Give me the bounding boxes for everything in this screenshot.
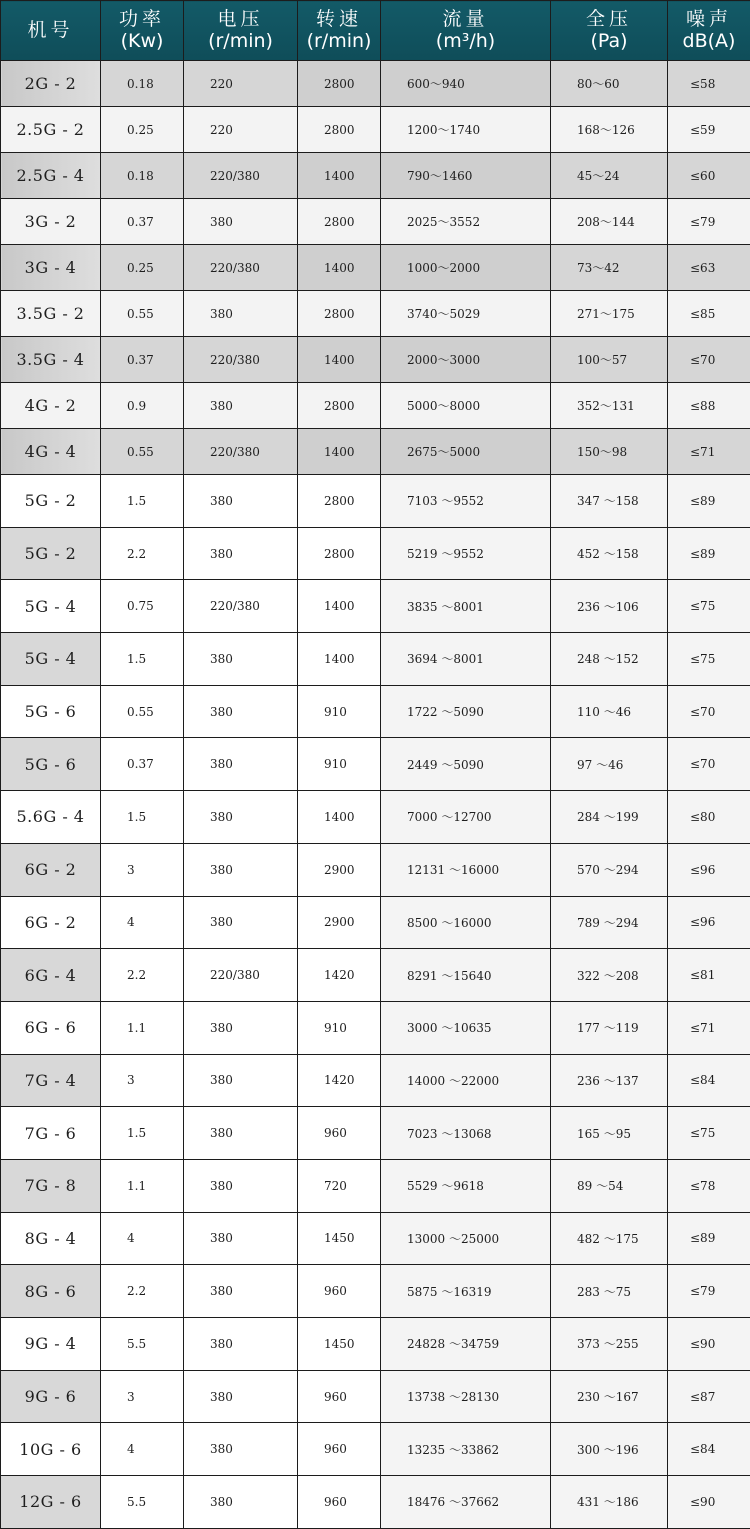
table-row xyxy=(1,1159,750,1212)
cell-model: 5G - 2 xyxy=(1,475,101,528)
cell-noise: ≤90 xyxy=(668,1318,750,1371)
cell-power: 0.18 xyxy=(101,61,184,107)
cell-noise: ≤96 xyxy=(668,843,750,896)
cell-model: 8G - 4 xyxy=(1,1212,101,1265)
cell-model: 7G - 4 xyxy=(1,1054,101,1107)
cell-voltage: 220/380 xyxy=(184,429,298,475)
cell-noise: ≤70 xyxy=(668,337,750,383)
cell-noise: ≤58 xyxy=(668,61,750,107)
cell-noise: ≤87 xyxy=(668,1370,750,1423)
cell-speed: 1400 xyxy=(298,429,381,475)
cell-model: 6G - 6 xyxy=(1,1001,101,1054)
cell-airflow: 2675～5000 xyxy=(381,429,551,475)
cell-speed: 720 xyxy=(298,1159,381,1212)
cell-noise: ≤85 xyxy=(668,291,750,337)
cell-speed: 2800 xyxy=(298,107,381,153)
cell-airflow: 5219 ～9552 xyxy=(381,527,551,580)
cell-speed: 960 xyxy=(298,1476,381,1529)
cell-speed: 1400 xyxy=(298,245,381,291)
table-row xyxy=(1,1212,750,1265)
cell-power: 5.5 xyxy=(101,1476,184,1529)
cell-voltage: 220/380 xyxy=(184,580,298,633)
cell-pressure: 570 ～294 xyxy=(551,843,668,896)
cell-speed: 2800 xyxy=(298,199,381,245)
cell-power: 1.5 xyxy=(101,475,184,528)
cell-airflow: 14000 ～22000 xyxy=(381,1054,551,1107)
cell-voltage: 380 xyxy=(184,685,298,738)
cell-noise: ≤75 xyxy=(668,1107,750,1160)
cell-power: 0.75 xyxy=(101,580,184,633)
cell-airflow: 600～940 xyxy=(381,61,551,107)
cell-airflow: 1000～2000 xyxy=(381,245,551,291)
cell-model: 9G - 6 xyxy=(1,1370,101,1423)
cell-model: 8G - 6 xyxy=(1,1265,101,1318)
cell-voltage: 220 xyxy=(184,61,298,107)
table-row xyxy=(1,475,750,528)
cell-model: 4G - 4 xyxy=(1,429,101,475)
cell-speed: 960 xyxy=(298,1265,381,1318)
cell-pressure: 100～57 xyxy=(551,337,668,383)
cell-pressure: 150～98 xyxy=(551,429,668,475)
cell-noise: ≤84 xyxy=(668,1054,750,1107)
cell-voltage: 380 xyxy=(184,1476,298,1529)
cell-model: 3G - 2 xyxy=(1,199,101,245)
cell-power: 4 xyxy=(101,1423,184,1476)
cell-speed: 960 xyxy=(298,1370,381,1423)
cell-voltage: 220 xyxy=(184,107,298,153)
cell-noise: ≤88 xyxy=(668,383,750,429)
cell-voltage: 380 xyxy=(184,896,298,949)
cell-voltage: 220/380 xyxy=(184,337,298,383)
cell-airflow: 7103 ～9552 xyxy=(381,475,551,528)
cell-power: 1.1 xyxy=(101,1159,184,1212)
table-row xyxy=(1,61,750,107)
header-voltage: 电压 (r/min) xyxy=(184,1,298,61)
cell-noise: ≤89 xyxy=(668,475,750,528)
cell-power: 1.1 xyxy=(101,1001,184,1054)
cell-power: 2.2 xyxy=(101,949,184,1002)
cell-noise: ≤78 xyxy=(668,1159,750,1212)
cell-airflow: 18476 ～37662 xyxy=(381,1476,551,1529)
cell-power: 3 xyxy=(101,1370,184,1423)
cell-pressure: 322 ～208 xyxy=(551,949,668,1002)
cell-power: 0.9 xyxy=(101,383,184,429)
cell-pressure: 80～60 xyxy=(551,61,668,107)
cell-model: 12G - 6 xyxy=(1,1476,101,1529)
cell-speed: 1450 xyxy=(298,1212,381,1265)
cell-airflow: 3835 ～8001 xyxy=(381,580,551,633)
cell-speed: 910 xyxy=(298,1001,381,1054)
cell-airflow: 1722 ～5090 xyxy=(381,685,551,738)
cell-noise: ≤70 xyxy=(668,738,750,791)
cell-pressure: 248 ～152 xyxy=(551,633,668,686)
cell-speed: 1420 xyxy=(298,1054,381,1107)
cell-pressure: 271～175 xyxy=(551,291,668,337)
cell-speed: 2900 xyxy=(298,896,381,949)
table-row xyxy=(1,949,750,1002)
table-row xyxy=(1,1318,750,1371)
cell-noise: ≤71 xyxy=(668,429,750,475)
cell-airflow: 2449 ～5090 xyxy=(381,738,551,791)
cell-noise: ≤75 xyxy=(668,580,750,633)
cell-voltage: 380 xyxy=(184,1107,298,1160)
header-pressure: 全压 (Pa) xyxy=(551,1,668,61)
cell-model: 5G - 4 xyxy=(1,633,101,686)
cell-airflow: 5875 ～16319 xyxy=(381,1265,551,1318)
cell-speed: 910 xyxy=(298,738,381,791)
cell-pressure: 452 ～158 xyxy=(551,527,668,580)
cell-noise: ≤96 xyxy=(668,896,750,949)
cell-pressure: 177 ～119 xyxy=(551,1001,668,1054)
cell-model: 2.5G - 4 xyxy=(1,153,101,199)
table-row xyxy=(1,1054,750,1107)
cell-pressure: 208～144 xyxy=(551,199,668,245)
table-row xyxy=(1,429,750,475)
cell-voltage: 380 xyxy=(184,1054,298,1107)
cell-power: 0.55 xyxy=(101,291,184,337)
cell-pressure: 97 ～46 xyxy=(551,738,668,791)
cell-model: 6G - 2 xyxy=(1,896,101,949)
table-row xyxy=(1,383,750,429)
cell-power: 1.5 xyxy=(101,1107,184,1160)
cell-power: 0.55 xyxy=(101,429,184,475)
table-row xyxy=(1,1001,750,1054)
table-row xyxy=(1,580,750,633)
table-row xyxy=(1,633,750,686)
cell-pressure: 236 ～106 xyxy=(551,580,668,633)
cell-noise: ≤81 xyxy=(668,949,750,1002)
cell-power: 3 xyxy=(101,1054,184,1107)
cell-model: 4G - 2 xyxy=(1,383,101,429)
cell-voltage: 220/380 xyxy=(184,949,298,1002)
cell-pressure: 431 ～186 xyxy=(551,1476,668,1529)
header-power: 功率 (Kw) xyxy=(101,1,184,61)
cell-airflow: 13235 ～33862 xyxy=(381,1423,551,1476)
cell-noise: ≤90 xyxy=(668,1476,750,1529)
cell-airflow: 7023 ～13068 xyxy=(381,1107,551,1160)
cell-speed: 2800 xyxy=(298,527,381,580)
cell-noise: ≤79 xyxy=(668,199,750,245)
cell-airflow: 3000 ～10635 xyxy=(381,1001,551,1054)
cell-model: 6G - 4 xyxy=(1,949,101,1002)
cell-speed: 1400 xyxy=(298,153,381,199)
cell-airflow: 5000～8000 xyxy=(381,383,551,429)
cell-pressure: 168～126 xyxy=(551,107,668,153)
cell-airflow: 2000～3000 xyxy=(381,337,551,383)
table-row xyxy=(1,107,750,153)
cell-noise: ≤59 xyxy=(668,107,750,153)
cell-power: 4 xyxy=(101,896,184,949)
cell-pressure: 284 ～199 xyxy=(551,791,668,844)
cell-pressure: 347 ～158 xyxy=(551,475,668,528)
cell-noise: ≤80 xyxy=(668,791,750,844)
header-noise: 噪声 dB(A) xyxy=(668,1,750,61)
table-row xyxy=(1,843,750,896)
table-row xyxy=(1,685,750,738)
cell-pressure: 789 ～294 xyxy=(551,896,668,949)
cell-pressure: 482 ～175 xyxy=(551,1212,668,1265)
cell-noise: ≤63 xyxy=(668,245,750,291)
cell-model: 5.6G - 4 xyxy=(1,791,101,844)
cell-model: 9G - 4 xyxy=(1,1318,101,1371)
table-row xyxy=(1,738,750,791)
cell-airflow: 3694 ～8001 xyxy=(381,633,551,686)
cell-model: 5G - 2 xyxy=(1,527,101,580)
cell-airflow: 13738 ～28130 xyxy=(381,1370,551,1423)
table-row xyxy=(1,245,750,291)
cell-power: 1.5 xyxy=(101,791,184,844)
cell-power: 0.37 xyxy=(101,337,184,383)
table-row xyxy=(1,1107,750,1160)
cell-voltage: 220/380 xyxy=(184,245,298,291)
cell-noise: ≤89 xyxy=(668,527,750,580)
cell-model: 5G - 4 xyxy=(1,580,101,633)
cell-voltage: 380 xyxy=(184,791,298,844)
cell-voltage: 380 xyxy=(184,527,298,580)
cell-voltage: 380 xyxy=(184,1265,298,1318)
cell-voltage: 380 xyxy=(184,1001,298,1054)
cell-airflow: 790～1460 xyxy=(381,153,551,199)
cell-speed: 1400 xyxy=(298,791,381,844)
cell-noise: ≤75 xyxy=(668,633,750,686)
cell-voltage: 380 xyxy=(184,1212,298,1265)
cell-noise: ≤71 xyxy=(668,1001,750,1054)
cell-airflow: 24828 ～34759 xyxy=(381,1318,551,1371)
table-row xyxy=(1,291,750,337)
cell-voltage: 380 xyxy=(184,633,298,686)
cell-speed: 2800 xyxy=(298,383,381,429)
cell-model: 6G - 2 xyxy=(1,843,101,896)
table-row xyxy=(1,791,750,844)
cell-pressure: 300 ～196 xyxy=(551,1423,668,1476)
cell-airflow: 1200～1740 xyxy=(381,107,551,153)
cell-voltage: 380 xyxy=(184,738,298,791)
table-row xyxy=(1,1265,750,1318)
header-airflow: 流量 (m³/h) xyxy=(381,1,551,61)
cell-airflow: 5529 ～9618 xyxy=(381,1159,551,1212)
cell-model: 5G - 6 xyxy=(1,685,101,738)
cell-speed: 2800 xyxy=(298,475,381,528)
cell-airflow: 12131 ～16000 xyxy=(381,843,551,896)
table-row xyxy=(1,896,750,949)
cell-voltage: 380 xyxy=(184,843,298,896)
cell-model: 2G - 2 xyxy=(1,61,101,107)
cell-model: 5G - 6 xyxy=(1,738,101,791)
header-speed: 转速 (r/min) xyxy=(298,1,381,61)
cell-power: 4 xyxy=(101,1212,184,1265)
table-header-row xyxy=(1,1,750,61)
cell-pressure: 89 ～54 xyxy=(551,1159,668,1212)
cell-pressure: 230 ～167 xyxy=(551,1370,668,1423)
cell-pressure: 373 ～255 xyxy=(551,1318,668,1371)
cell-model: 7G - 6 xyxy=(1,1107,101,1160)
cell-airflow: 13000 ～25000 xyxy=(381,1212,551,1265)
cell-voltage: 380 xyxy=(184,1370,298,1423)
cell-power: 2.2 xyxy=(101,527,184,580)
cell-airflow: 3740～5029 xyxy=(381,291,551,337)
cell-speed: 1420 xyxy=(298,949,381,1002)
cell-speed: 960 xyxy=(298,1423,381,1476)
cell-model: 7G - 8 xyxy=(1,1159,101,1212)
cell-power: 0.25 xyxy=(101,245,184,291)
table-body xyxy=(1,61,750,1529)
cell-model: 2.5G - 2 xyxy=(1,107,101,153)
table-row xyxy=(1,1370,750,1423)
cell-pressure: 236 ～137 xyxy=(551,1054,668,1107)
cell-noise: ≤89 xyxy=(668,1212,750,1265)
cell-speed: 910 xyxy=(298,685,381,738)
header-model: 机号 xyxy=(1,1,101,61)
cell-noise: ≤60 xyxy=(668,153,750,199)
table-row xyxy=(1,1423,750,1476)
cell-power: 0.37 xyxy=(101,199,184,245)
cell-model: 3.5G - 4 xyxy=(1,337,101,383)
cell-speed: 2800 xyxy=(298,291,381,337)
cell-speed: 960 xyxy=(298,1107,381,1160)
table-row xyxy=(1,1476,750,1529)
cell-pressure: 283 ～75 xyxy=(551,1265,668,1318)
table-row xyxy=(1,199,750,245)
cell-speed: 2800 xyxy=(298,61,381,107)
cell-model: 3G - 4 xyxy=(1,245,101,291)
cell-voltage: 380 xyxy=(184,199,298,245)
cell-pressure: 45～24 xyxy=(551,153,668,199)
cell-speed: 1400 xyxy=(298,580,381,633)
cell-pressure: 165 ～95 xyxy=(551,1107,668,1160)
cell-power: 3 xyxy=(101,843,184,896)
cell-voltage: 380 xyxy=(184,291,298,337)
table-row xyxy=(1,153,750,199)
cell-noise: ≤70 xyxy=(668,685,750,738)
cell-speed: 1450 xyxy=(298,1318,381,1371)
cell-noise: ≤79 xyxy=(668,1265,750,1318)
cell-airflow: 8291 ～15640 xyxy=(381,949,551,1002)
cell-voltage: 380 xyxy=(184,383,298,429)
cell-pressure: 352～131 xyxy=(551,383,668,429)
cell-power: 1.5 xyxy=(101,633,184,686)
cell-voltage: 380 xyxy=(184,1159,298,1212)
table-row xyxy=(1,337,750,383)
cell-power: 0.25 xyxy=(101,107,184,153)
cell-pressure: 73～42 xyxy=(551,245,668,291)
cell-noise: ≤84 xyxy=(668,1423,750,1476)
cell-airflow: 8500 ～16000 xyxy=(381,896,551,949)
cell-voltage: 220/380 xyxy=(184,153,298,199)
cell-speed: 1400 xyxy=(298,337,381,383)
cell-voltage: 380 xyxy=(184,475,298,528)
cell-airflow: 7000 ～12700 xyxy=(381,791,551,844)
table-row xyxy=(1,527,750,580)
cell-pressure: 110 ～46 xyxy=(551,685,668,738)
cell-power: 0.55 xyxy=(101,685,184,738)
cell-model: 10G - 6 xyxy=(1,1423,101,1476)
cell-speed: 2900 xyxy=(298,843,381,896)
cell-power: 2.2 xyxy=(101,1265,184,1318)
cell-power: 0.18 xyxy=(101,153,184,199)
cell-model: 3.5G - 2 xyxy=(1,291,101,337)
cell-voltage: 380 xyxy=(184,1423,298,1476)
cell-airflow: 2025～3552 xyxy=(381,199,551,245)
cell-power: 0.37 xyxy=(101,738,184,791)
cell-power: 5.5 xyxy=(101,1318,184,1371)
cell-speed: 1400 xyxy=(298,633,381,686)
cell-voltage: 380 xyxy=(184,1318,298,1371)
